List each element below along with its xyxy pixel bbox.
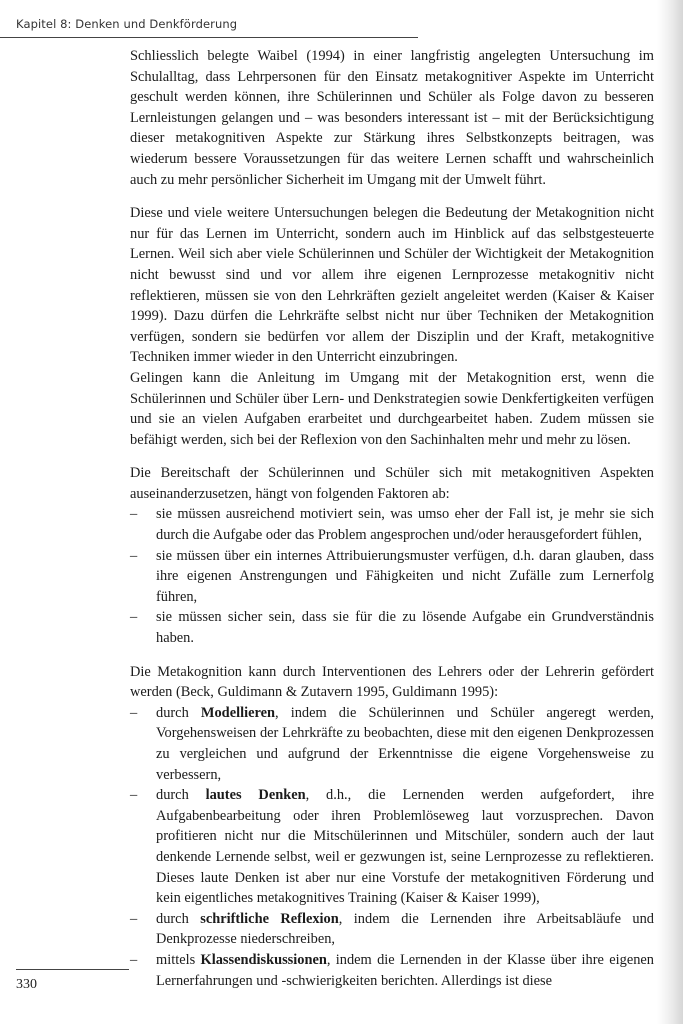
list-item-term: schriftliche Reflexion: [200, 910, 339, 927]
list-item-pre: durch: [156, 704, 201, 721]
list-item: [130, 909, 654, 950]
dash-marker: –: [130, 547, 138, 564]
footer-rule: [16, 969, 129, 970]
list-item-term: Modellieren: [200, 704, 275, 721]
dash-marker: –: [130, 609, 138, 626]
dash-marker: –: [130, 951, 138, 968]
list-item: [130, 703, 654, 785]
list-item: [130, 950, 654, 991]
list-item-post: , indem die Schülerinnen und Schüler angeregt werden, Vorgehensweisen der Lehrkräfte zu beobachten, diese mit den eigenen Denkprozessen zu vergleichen und aufgrund der Erkenntnisse die eigene Vorgehensweise zu verbessern,: [156, 704, 654, 783]
header-rule: [0, 37, 418, 38]
list-item: [130, 504, 654, 545]
list-item-text: sie müssen sicher sein, dass sie für die zu lösende Aufgabe ein Grundverständnis haben.: [156, 609, 654, 647]
list-item-pre: durch: [156, 787, 206, 804]
paragraph-3: Gelingen kann die Anleitung im Umgang mit der Metakognition erst, wenn die Schülerinnen und Schüler über Lern- und Denkstrategien sowie Denkfertigkeiten verfügen und sie an vielen Aufgaben erarbeitet und durchgearbeitet haben. Zudem müssen sie befähigt werden, sich bei der Reflexion von den Sachinhalten mehr und mehr zu lösen.: [130, 369, 654, 448]
list-item-post: , indem die Lernenden in der Klasse über ihre eigenen Lernerfahrungen und -schwierigkeiten berichten. Allerdings ist diese: [156, 951, 654, 989]
list-item-post: , d.h., die Lernenden werden aufgefordert, ihre Aufgabenbearbeitung oder ihren Problemlöseweg laut vorzusprechen. Davon profitieren nicht nur die Mitschülerinnen und Mitschüler, sondern auch der laut denkende Lernende selbst, weil er gezwungen ist, seine Lernprozesse zu reflektieren. Dieses laute Denken ist aber nur eine Vorstufe der metakognitiven Förderung und kein eigentliches metakognitives Training (Kaiser & Kaiser 1999),: [156, 787, 654, 907]
page-number: 330: [16, 977, 37, 992]
list-item-text: sie müssen über ein internes Attribuierungsmuster verfügen, d.h. daran glauben, dass ihre eigenen Anstrengungen und Fähigkeiten und nicht Zufälle zum Lernerfolg führen,: [156, 547, 654, 605]
dash-marker: –: [130, 787, 138, 804]
paragraph-1: Schliesslich belegte Waibel (1994) in einer langfristig angelegten Untersuchung im Schulalltag, dass Lehrpersonen für den Einsatz metakognitiver Aspekte im Unterricht geschult werden können, ihre Schülerinnen und Schüler als Folge davon zu besseren Lernleistungen gelangen und – was besonders interessant ist – mit der Berücksichtigung dieser metakognitiven Aspekte zur Stärkung ihres Selbstkonzepts beitragen, was wiederum bessere Voraussetzungen für das weitere Lernen schafft und wahrscheinlich auch zu mehr persönlicher Sicherheit im Umgang mit der Umwelt führt.: [130, 48, 654, 188]
body-text: [130, 46, 654, 1004]
list-item-pre: durch: [156, 910, 201, 927]
dash-marker: –: [130, 506, 138, 523]
factors-list: [130, 504, 654, 648]
list-item: [130, 546, 654, 608]
paragraph-2: Diese und viele weitere Untersuchungen belegen die Bedeutung der Metakognition nicht nur für das Lernen im Unterricht, sondern auch im Hinblick auf das selbstgesteuerte Lernen. Weil sich aber viele Schülerinnen und Schüler der Wichtigkeit der Metakognition nicht bewusst sind und vor allem ihre eigenen Lernprozesse metakognitiv nicht reflektieren, müssen sie von den Lehrkräften gezielt angeleitet werden (Kaiser & Kaiser 1999). Dazu dürfen die Lehrkräfte selbst nicht nur über Techniken der Metakognition verfügen, sondern sie bedürfen vor allem der Disziplin und der Kraft, metakognitive Techniken immer wieder in den Unterricht einzubringen.: [130, 205, 654, 366]
list-item: [130, 607, 654, 648]
page-edge-shadow: [657, 0, 683, 1024]
interventions-list: [130, 703, 654, 991]
list-item-term: Klassendiskussionen: [200, 951, 327, 968]
list-item: [130, 785, 654, 909]
running-head: Kapitel 8: Denken und Denkförderung: [16, 17, 238, 31]
list-item-term: lautes Denken: [205, 787, 306, 804]
list-item-post: , indem die Lernenden ihre Arbeitsabläufe und Denkprozesse niederschreiben,: [156, 910, 654, 948]
paragraph-5: Die Metakognition kann durch Interventionen des Lehrers oder der Lehrerin gefördert werden (Beck, Guldimann & Zutavern 1995, Guldimann 1995):: [130, 663, 654, 701]
dash-marker: –: [130, 704, 138, 721]
dash-marker: –: [130, 910, 138, 927]
list-item-text: sie müssen ausreichend motiviert sein, was umso eher der Fall ist, je mehr sie sich durch die Aufgabe oder das Problem angesprochen und/oder herausgefordert fühlen,: [156, 506, 654, 544]
list-item-pre: mittels: [156, 951, 201, 968]
paragraph-4: Die Bereitschaft der Schülerinnen und Schüler sich mit metakognitiven Aspekten auseinanderzusetzen, hängt von folgenden Faktoren ab:: [130, 465, 654, 502]
